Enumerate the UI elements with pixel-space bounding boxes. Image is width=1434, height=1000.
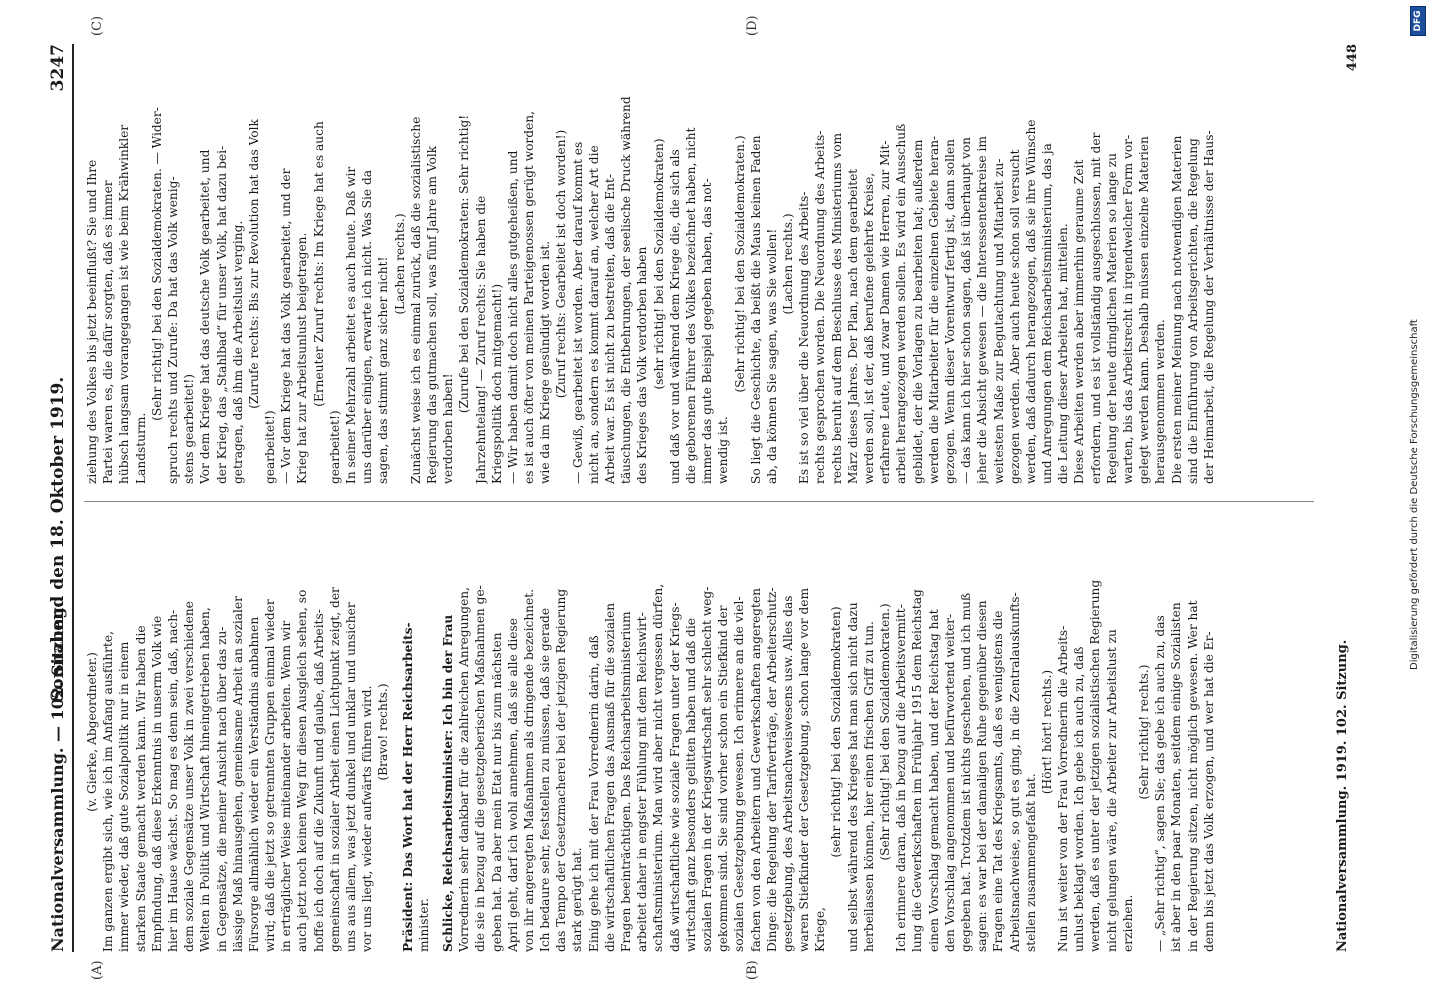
footer-sheet-number: 448 [1345, 44, 1360, 72]
text-line: erfahrene Leute, und zwar Damen wie Herren, zur Mit- [878, 140, 893, 484]
text-line: waren Stiefkinder der Gesetzgebung, schon lange vor dem [797, 587, 812, 952]
text-line: rechts beruht auf dem Beschlusse des Ministeriums vom [829, 132, 844, 484]
text-line: in der Regierung sitzen, nicht möglich gewesen. Wer hat [1185, 600, 1200, 952]
text-line: (Zurufe rechts: Bis zur Revolution hat das Volk [246, 119, 261, 409]
text-line: Einig gehe ich mit der Frau Vorrednerin darin, daß [586, 635, 601, 952]
text-line: gegeben hat. Trotzdem ist nichts geschehen, und ich muß [958, 592, 973, 952]
text-line: wirtschaft ganz besonders gelitten haben und daß die [683, 618, 698, 952]
text-line: gekommen sind. Sie sind vorher schon ein Stiefkind der [716, 605, 731, 952]
text-line: vor uns liegt, wieder aufwärts führen wird. [360, 685, 375, 952]
text-line: arbeitet daher in engster Fühlung mit dem Reichswirt- [635, 612, 650, 952]
text-line: lässige Maß hinausgehen, gemeinsame Arbeit an sozialer [230, 596, 245, 952]
text-line: herausgenommen werden. [1153, 319, 1168, 484]
text-line: (sehr richtig! bei den Sozialdemokraten) [829, 606, 844, 858]
text-line: gearbeitet!) [263, 410, 278, 484]
text-line: — Vor dem Kriege hat das Volk gearbeitet, und der [279, 168, 294, 484]
text-line: Kriegspolitik doch mitgemacht!) [489, 283, 504, 484]
text-line: hier im Hause wächst. So mag es denn sein, daß, nach- [165, 609, 180, 952]
text-line: (Erneuter Zuruf rechts: Im Kriege hat es auch [311, 121, 326, 407]
text-line: Diese Arbeiten werden aber immerhin geraume Zeit [1072, 159, 1087, 484]
text-line: gesetzgebung, des Arbeitsnachweiswesens usw. Alles das [780, 595, 795, 952]
text-line: — Wir haben damit doch nicht alles gutgeheißen, und [505, 150, 520, 484]
text-line [432, 512, 440, 952]
text-line: warten, bis das Arbeitsrecht in irgendwelcher Form vor- [1121, 134, 1135, 484]
text-line: Ich erinnere daran, daß in bezug auf die Arbeitsvermitt- [894, 604, 909, 952]
text-line: hübsch langsam vorangegangen ist wie beim Krähwinkler [117, 124, 132, 484]
text-line: stellen zusammengefaßt hat. [1023, 773, 1038, 952]
text-line: rechts gesprochen worden. Die Neuordnung des Arbeits- [813, 130, 828, 484]
text-line: Es ist so viel über die Neuordnung des Arbeits- [797, 191, 812, 484]
text-line: Fragen eine Tat des Kriegsamts, daß es wenigstens die [991, 610, 1006, 952]
text-line: sozialen Gesetzgebung gewesen. Ich erinnere an die viel- [732, 596, 747, 952]
text-line: auch jetzt noch keinen Weg für diesen Ausgleich sehen, so [295, 589, 310, 952]
text-line: die Leitung dieser Arbeiten hat, mitteilen. [1056, 223, 1071, 484]
text-line: arbeit herangezogen werden sollen. Es wird ein Ausschuß [894, 123, 909, 484]
text-line: uns aus allem, was jetzt dunkel und unklar und unsicher [344, 602, 358, 952]
text-line: Arbeitsnachweise, so gut es ging, in die Zentralauskunfts- [1007, 592, 1022, 952]
text-line: Fürsorge allmählich wieder ein Verständnis anbahnen [246, 616, 261, 952]
text-line: ab, da können Sie sagen, was Sie wollen! [764, 228, 779, 484]
text-line: Welten in Politik und Wirtschaft hineingetrieben haben, [198, 607, 213, 952]
text-line: des Krieges das Volk verdorben haben [635, 246, 650, 484]
text-line: Krieg hat zur Arbeitsunlust beigetragen. [295, 232, 310, 484]
text-line: werden soll, ist der, daß berufene gelehrte Kreise, [862, 172, 876, 484]
text-line: geben hat. Da aber mein Etat nur bis zum nächsten [489, 632, 504, 952]
text-line: erfordern, und es ist vollständig ausgeschlossen, mit der [1088, 132, 1103, 484]
text-line: Arbeit war. Es ist nicht zu bestreiten, daß die Ent- [603, 174, 617, 484]
watermark-text: Digitalisierung gefördert durch die Deutsche Forschungsgemeinschaft [1409, 319, 1420, 670]
text-line: (Sehr richtig! rechts.) [1137, 664, 1151, 800]
text-line: Empfindung, daß diese Erkenntnis in unserm Volk wie [149, 615, 164, 952]
text-column-left [84, 512, 1217, 952]
text-line: wie da im Kriege gesündigt worden ist. [538, 240, 553, 484]
text-line: Landsturm. [133, 412, 148, 484]
text-line: stark gerügt hat. [570, 847, 585, 952]
column-divider [84, 501, 1314, 502]
text-line: Regelung der heute dringlichen Materien so lange zu [1104, 152, 1119, 484]
text-line: verdorben haben! [441, 373, 456, 484]
dfg-logo-label: DFG [1413, 10, 1423, 32]
text-line: Ich bedaure sehr, feststellen zu müssen, daß sie gerade [538, 607, 553, 952]
text-line: erziehen. [1120, 894, 1135, 952]
text-line: — „Sehr richtig“, sagen Sie; das gebe ich auch zu, das [1153, 615, 1168, 952]
text-line: dem soziale Gegensätze unser Volk in zwei verschiedene [182, 601, 197, 952]
text-line: immer das gute Beispiel gegeben haben, das not- [700, 178, 715, 484]
text-line: unlust beklagt worden. Ich gebe ich auch zu, daß [1072, 646, 1087, 952]
text-line: täuschungen, die Entbehrungen, der seelische Druck während [619, 96, 634, 484]
text-line: getragen, daß ihm die Arbeitslust verging. [230, 220, 245, 484]
dfg-logo [1410, 6, 1426, 36]
text-line: sozialen Fragen in der Kriegswirtschaft sehr schlecht weg- [699, 586, 714, 952]
text-line: (Bravo! rechts.) [376, 683, 391, 781]
text-line: April geht, darf ich wohl annehmen, daß sie alle diese [505, 618, 520, 952]
text-line: (Sehr richtig! bei den Sozialdemokraten. — Wider- [149, 107, 164, 421]
page-number: 3247 [48, 44, 68, 92]
text-line: ist aber in den paar Monaten, seitdem einige Sozialisten [1169, 602, 1184, 952]
text-line: uns darüber einigen, erwarte ich nicht. Was Sie da [360, 169, 375, 484]
text-line: jeher die Absicht gewesen — die Interessentenkreise im [975, 136, 990, 484]
text-line: herbeilassen können, hier einen frischen Griff zu tun. [861, 621, 876, 952]
text-line: in erträglicher Weise miteinander arbeiten. Wenn wir [279, 620, 294, 952]
text-line: hoffe ich doch auf die Zukunft und glaube, daß Arbeits- [311, 609, 326, 952]
text-line: Im ganzen ergibt sich, wie ich im Anfang ausführte, [101, 631, 116, 952]
text-line: In seiner Mehrzahl arbeitet es auch heute. Daß wir [344, 166, 358, 484]
text-line: und selbst während des Krieges hat man sich nicht dazu [845, 602, 860, 952]
text-line: Fragen beeinträchtigen. Das Reichsarbeitsministerium [619, 611, 633, 952]
text-line: sagen, das stimmt ganz sicher nicht! [376, 256, 391, 484]
dfg-watermark [1406, 0, 1428, 1000]
text-line: Schlicke, Reichsarbeitsminister: Ich bin der Frau [440, 614, 455, 952]
text-line: die sie in bezug auf die gesetzgeberischen Maßnahmen ge- [473, 585, 488, 952]
text-line: Dinge: die Regelung der Tarifverträge, der Arbeiterschutz- [764, 587, 779, 952]
text-line: So liegt die Geschichte, da beißt die Maus keinen Faden [748, 135, 763, 484]
text-line: gemeinschaft in sozialer Arbeit einen Lichtpunkt zeigt, der [327, 587, 342, 952]
text-line: (Zurufe bei den Sozialdemokraten: Sehr richtig! [457, 114, 472, 414]
text-line: Vor dem Kriege hat das deutsche Volk gearbeitet, und [198, 149, 213, 484]
text-line: gelegt werden kann. Deshalb müssen einzelne Materien [1137, 136, 1152, 484]
text-line: in Gegensätze, die meiner Ansicht nach über das zu- [214, 626, 229, 952]
text-line: nicht gelungen wäre, die Arbeiter zur Arbeitslust zu [1104, 629, 1119, 952]
text-line: stens gearbeitet!) [182, 373, 197, 484]
text-line: es ist auch öfter von meinen Parteigenossen gerügt worden, [522, 111, 537, 484]
header-date: Sonnabend den 18. Oktober 1919. [48, 376, 68, 702]
text-line: daß wirtschaftliche wie soziale Fragen unter der Kriegs- [667, 602, 682, 952]
text-line: gezogen. Wenn dieser Vorentwurf fertig ist, dann sollen [942, 139, 957, 484]
text-line: weitesten Maße zur Begutachtung und Mitarbeit zu- [991, 158, 1006, 484]
text-line: werden, daß dadurch herangezogen, daß sie ihre Wünsche [1023, 119, 1038, 484]
text-line: und daß vor und während dem Kriege die, die sich als [667, 149, 682, 484]
text-line: minister. [416, 898, 431, 952]
text-line: immer wieder, daß gute Sozialpolitik nur in einem [117, 641, 132, 952]
text-line: Vorrednerin sehr dankbar für die zahlreichen Anregungen, [457, 586, 472, 952]
margin-mark-b: (B) [745, 960, 760, 980]
text-line: (Lachen rechts.) [781, 213, 796, 315]
margin-mark-c: (C) [90, 15, 105, 36]
margin-mark-a: (A) [90, 960, 105, 980]
text-line: (Lachen rechts.) [392, 213, 407, 315]
text-line: — Gewiß, gearbeitet ist worden. Aber darauf kommt es [570, 141, 585, 484]
text-line: schaftsministerium. Man wird aber nicht vergessen dürfen, [651, 583, 666, 952]
text-line: (Sehr richtig! bei den Sozialdemokraten.) [878, 603, 892, 861]
text-line: (v. Gierke, Abgeordneter.) [85, 652, 99, 812]
watermark-text-wrap [1406, 0, 1428, 1000]
text-line: Kriege, [813, 907, 828, 952]
text-line: — das kann ich hier schon sagen, daß ist überhaupt von [959, 136, 974, 484]
text-line: Zunächst weise ich es einmal zurück, daß die sozialistische [408, 116, 423, 484]
text-line: sagen: es war bei der damaligen Ruhe gegenüber diesen [975, 600, 990, 952]
text-line: gebildet, der die Vorlagen zu bearbeiten hat; außerdem [910, 139, 925, 484]
text-line: fachen von den Arbeitern und Gewerkschaften angeregten [748, 588, 763, 952]
text-line: gearbeitet!) [327, 410, 342, 484]
text-line: Die ersten meiner Meinung nach notwendigen Materien [1169, 135, 1184, 484]
text-line: (sehr richtig! bei den Sozialdemokraten) [651, 138, 666, 390]
text-line: ziehung des Volkes bis jetzt beeinflußt? Sie und Ihre [85, 159, 99, 484]
text-line: den Vorschlag angenommen und befürwortend weiter- [942, 613, 957, 952]
text-line: wird; daß die jetzt so getrennten Gruppen einmal wieder [263, 599, 278, 952]
text-line: lung die Gewerkschaften im Frühjahr 1915 dem Reichstag [910, 589, 925, 952]
margin-mark-d: (D) [745, 15, 760, 36]
text-line: von ihr angeregten Maßnahmen als dringende bezeichnet. [521, 588, 536, 952]
text-line: denn bis jetzt das Volk erzogen, und wer hat die Er- [1201, 631, 1216, 952]
text-line: starken Staate gemacht werden kann. Wir haben die [133, 625, 148, 952]
text-line [392, 512, 400, 952]
text-line: Partei waren es, die dafür sorgten, daß es immer [101, 180, 116, 484]
footer-left: Nationalversammlung. 1919. 102. Sitzung. [1335, 639, 1350, 952]
text-line: spruch rechts und Zurufe: Da hat das Volk wenig- [165, 176, 180, 484]
text-line: März dieses Jahres. Der Plan, nach dem gearbeitet [845, 168, 860, 484]
text-line: wendig ist. [716, 416, 731, 484]
text-line: werden die Mitarbeiter für die einzelnen Gebiete heran- [926, 135, 941, 484]
text-line: sind die Einführung von Arbeitsgerichten, die Regelung [1185, 138, 1200, 484]
text-line: Regierung das gutmachen soll, was fünf Jahre am Volk [424, 145, 439, 484]
text-line: einen Vorschlag gemacht haben, und der Reichstag hat [926, 609, 941, 952]
text-line: Nun ist weiter von der Frau Vorrednerin die Arbeits- [1056, 625, 1071, 952]
text-line: werden, daß es unter der jetzigen sozialistischen Regierung [1088, 579, 1103, 952]
text-line: der Krieg, das „Stahlbad“ für unser Volk, hat dazu bei- [214, 145, 229, 484]
text-line: (Hört! hört! rechts.) [1039, 669, 1054, 795]
text-line: gezogen werden. Aber auch heute schon soll versucht [1007, 149, 1022, 484]
text-line: nicht an, sondern es kommt darauf an, welcher Art die [586, 145, 601, 484]
text-line: Jahrzehntelang! — Zuruf rechts: Sie haben die [473, 195, 488, 484]
text-column-right [84, 44, 1217, 484]
page-header [44, 44, 74, 952]
text-line: (Zuruf rechts: Gearbeitet ist doch worden!) [554, 129, 569, 399]
text-line: Präsident: Das Wort hat der Herr Reichsarbeits- [400, 622, 415, 952]
text-line: die geborenen Führer des Volkes bezeichnet haben, nicht [683, 127, 698, 484]
text-line: und Anregungen dem Reichsarbeitsministerium, das ja [1040, 143, 1055, 484]
text-line: das Tempo der Gesetzmacherei bei der jetzigen Regierung [554, 588, 569, 952]
text-line: die wirtschaftlichen Fragen das Ausmaß für die sozialen [602, 602, 617, 952]
header-left: Nationalversammlung. — 102. Sitzung. [48, 601, 67, 952]
text-line: (Sehr richtig! bei den Sozialdemokraten.) [732, 135, 747, 393]
text-line: der Heimarbeit, die Regelung der Verhältnisse der Haus- [1201, 130, 1216, 484]
